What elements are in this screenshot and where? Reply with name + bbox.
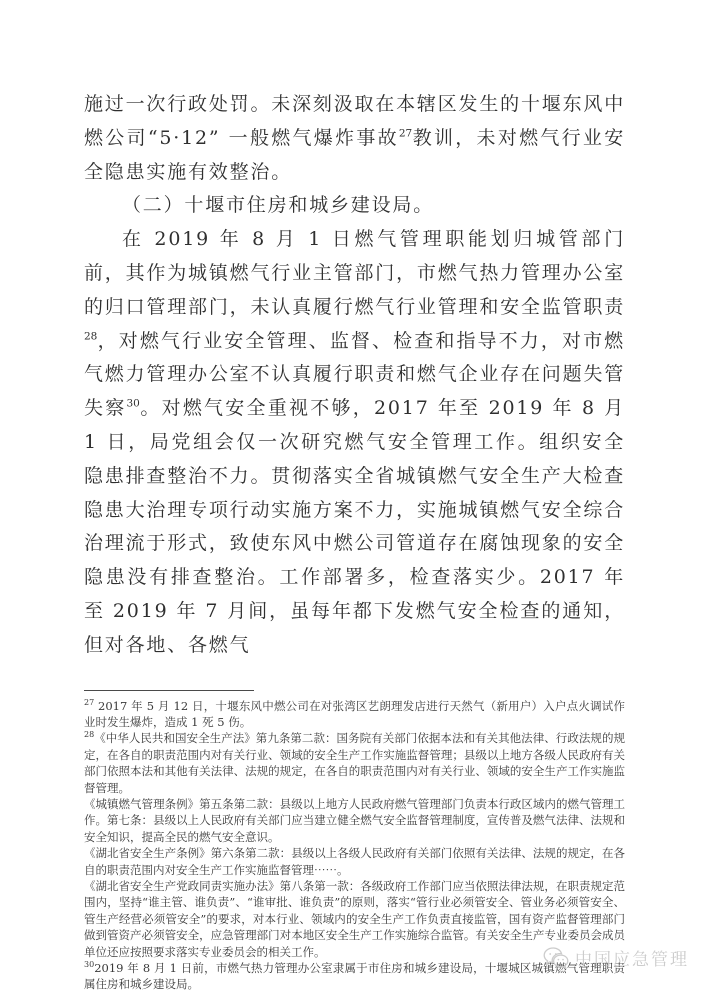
body-text-run: 在 2019 年 8 月 1 日燃气管理职能划归城管部门前，其作为城镇燃气行业主管部门，市燃气热力管理办公室的归口管理部门，未认真履行燃气行业管理和安全监管职责 [84,228,625,318]
footnote-ref-30: 30 [126,397,140,410]
body-paragraph [84,223,625,662]
body-text-run: 教训，未对燃气行业安全隐患实施有效整治。 [84,126,625,183]
footnote-28 [84,730,625,796]
body-paragraph-continuation [84,88,625,189]
section-heading [84,189,625,223]
footnote-number: 30 [84,960,95,970]
watermark-label: 中国应急管理 [575,950,689,970]
body-text-run: 施过一次行政处罚。未深刻汲取在本辖区发生的十堰东风中燃公司“5·12” 一般燃气爆炸事故 [84,93,625,149]
page-content [84,88,625,993]
section-heading-text: （二）十堰市住房和城乡建设局。 [122,194,435,217]
footnote-text: 《城镇燃气管理条例》第五条第二款：县级以上地方人民政府燃气管理部门负责本行政区域内的燃气管理工作。第七条：县级以上人民政府有关部门应当建立健全燃气安全监督管理制度，宣传普及燃气法律、法规和安全知识，提高全民的燃气安全意识。 [84,796,625,844]
wechat-icon [543,947,569,969]
footnote-text: 《中华人民共和国安全生产法》第九条第二款：国务院有关部门依据本法和有关其他法律、行政法规的规定，在各自的职责范围内对有关行业、领域的安全生产工作实施监督管理；县级以上地方各级人民政府有关部门依照本法和其他有关法律、法规的规定，在各自的职责范围内对有关行业、领域的安全生产工作实施监督管理。 [84,731,625,795]
footnote-text: 2017 年 5 月 12 日，十堰东风中燃公司在对张湾区艺朗理发店进行天然气（新用户）入户点火调试作业时发生爆炸，造成 1 死 5 伤。 [84,698,625,729]
body-text-run: 。对燃气安全重视不够，2017 年至 2019 年 8 月 1 日，局党组会仅一次研究燃气安全管理工作。组织安全隐患排查整治不力。贯彻落实全省城镇燃气安全生产大检查隐患大治理专项行动实施方案不力，实施城镇燃气安全综合治理流于形式，致使东风中燃公司管道存在腐蚀现象的安全隐患没有排查整治。工作部署多，检查落实少。2017 年至 2019 年 7 月间，虽每年都下发燃气安全检查的通知，但对各地、各燃气 [84,397,625,656]
footnote-text: 《湖北省安全生产条例》第六条第二款：县级以上各级人民政府有关部门依照有关法律、法规的规定，在各自的职责范围内对安全生产工作实施监督管理⋯⋯。 [84,846,625,877]
footnote-paragraph [84,796,625,845]
footnote-number: 27 [84,697,95,707]
body-text [84,88,625,663]
footnote-paragraph [84,845,625,878]
footnote-separator [84,690,254,691]
watermark [543,945,689,970]
footnote-27 [84,698,625,731]
footnote-number: 28 [84,730,95,740]
footnote-ref-28: 28 [84,330,98,343]
footnote-text: 2019 年 8 月 1 日前，市燃气热力管理办公室隶属于市住房和城乡建设局，十堰城区城镇燃气管理职责属住房和城乡建设局。 [84,961,625,992]
footnote-text: 《湖北省安全生产党政同责实施办法》第八条第一款：各级政府工作部门应当依照法律法规，在职责规定范围内，坚持“谁主管、谁负责”、“谁审批、谁负责”的原则，落实“管行业必须管安全、管业务必须管安全、管生产经营必须管安全”的要求，对本行业、领域内的安全生产工作负责直接监管，国有资产监督管理部门做到管资产必须管安全，应急管理部门对本地区安全生产工作实施综合监管。有关安全生产专业委员会成员单位还应按照要求落实专业委员会的相关工作。 [84,879,625,959]
body-text-run: ，对燃气行业安全管理、监督、检查和指导不力，对市燃气燃力管理办公室不认真履行职责和燃气企业存在问题失管失察 [84,329,625,420]
footnote-ref-27: 27 [398,127,413,140]
